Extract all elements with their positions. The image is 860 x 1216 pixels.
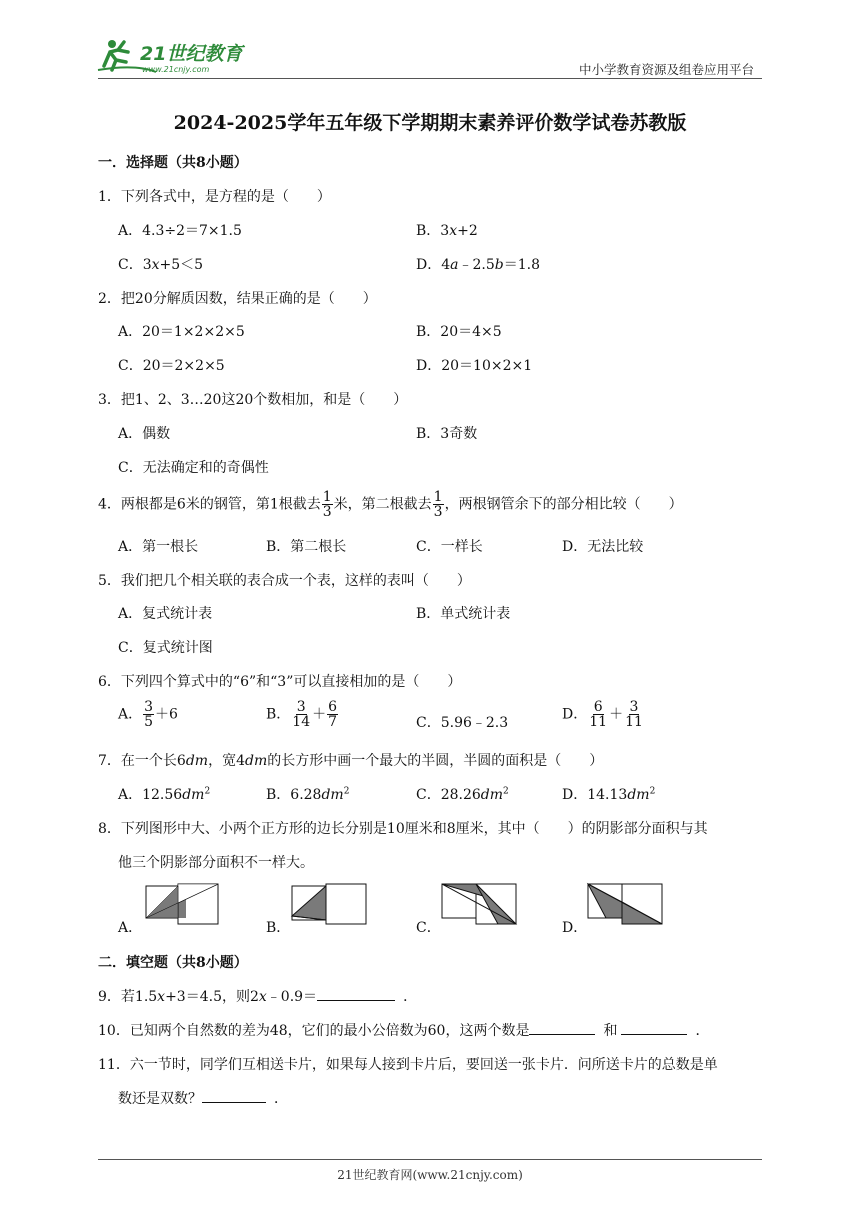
question-6-option-a: A． $\frac{3}{5}$ ＋6 xyxy=(118,699,178,730)
question-8-stem-line1: 8．下列图形中大、小两个正方形的边长分别是10厘米和8厘米，其中（ ）的阴影部分面积与其 xyxy=(98,821,708,837)
question-7-option-b: B．$6.28dm^2$ xyxy=(266,786,350,803)
question-4-option-a: A．第一根长 xyxy=(118,539,199,555)
question-3-option-c: C．无法确定和的奇偶性 xyxy=(118,460,269,476)
question-8-stem-line2: 他三个阴影部分面积不一样大。 xyxy=(118,855,314,871)
question-11-line2: 数还是双数？ ． xyxy=(118,1088,288,1108)
question-5-option-a: A．复式统计表 xyxy=(118,606,213,622)
fraction-one-third: $\frac{1}{3}$ xyxy=(322,489,332,520)
question-1-stem: 1．下列各式中，是方程的是（ ） xyxy=(98,189,331,205)
question-8-option-d-label: D． xyxy=(562,920,588,936)
site-logo xyxy=(96,36,258,76)
section-heading-choice: 一．选择题（共8小题） xyxy=(98,155,248,171)
question-3-option-a: A．偶数 xyxy=(118,426,171,442)
runner-logo-icon xyxy=(96,36,258,76)
question-6-option-d: D． $\frac{6}{11}$ ＋ $\frac{3}{11}$ xyxy=(562,699,643,730)
question-2-option-a: A．20＝1×2×2×5 xyxy=(118,324,245,340)
answer-blank[interactable] xyxy=(621,1020,687,1035)
question-10: 10．已知两个自然数的差为48，它们的最小公倍数为60，这两个数是 和 ． xyxy=(98,1020,709,1040)
question-3-stem: 3．把1、2、3…20这20个数相加，和是（ ） xyxy=(98,392,408,408)
question-6-stem: 6．下列四个算式中的“6”和“3”可以直接相加的是（ ） xyxy=(98,674,462,690)
page-title: 2024-2025学年五年级下学期期末素养评价数学试卷苏教版 xyxy=(173,112,687,134)
question-9: 9．若1.5x+3＝4.5，则2x﹣0.9＝ ． xyxy=(98,986,417,1006)
question-8-option-b-label: B． xyxy=(266,920,291,936)
header-platform-text: 中小学教育资源及组卷应用平台 xyxy=(578,62,754,77)
question-2-option-c: C．20＝2×2×5 xyxy=(118,358,225,374)
section-heading-fill: 二．填空题（共8小题） xyxy=(98,955,248,971)
question-8-option-c-label: C． xyxy=(416,920,441,936)
question-7-option-a: A．$12.56dm^2$ xyxy=(118,786,211,803)
question-11-line1: 11．六一节时，同学们互相送卡片，如果每人接到卡片后，要回送一张卡片．问所送卡片的总数是单 xyxy=(98,1057,718,1073)
question-7-stem: 7．在一个长6dm，宽4dm的长方形中画一个最大的半圆，半圆的面积是（ ） xyxy=(98,753,604,769)
figure-a xyxy=(140,882,220,928)
question-2-option-d: D．20＝10×2×1 xyxy=(416,358,533,374)
question-2-option-b: B．20＝4×5 xyxy=(416,324,502,340)
question-1-option-b: B．3x+2 xyxy=(416,223,478,239)
question-4-stem: 4．两根都是6米的钢管，第1根截去 $\frac{1}{3}$ 米，第二根截去 $\frac{1}{3}$ ，两根钢管余下的部分相比较（ ） xyxy=(98,489,683,520)
answer-blank[interactable] xyxy=(202,1088,266,1103)
question-6-option-b: B． $\frac{3}{14}$ ＋ $\frac{6}{7}$ xyxy=(266,699,338,730)
question-2-stem: 2．把20分解质因数，结果正确的是（ ） xyxy=(98,291,377,307)
footer-divider xyxy=(98,1159,762,1160)
figure-c xyxy=(438,882,518,928)
question-3-option-b: B．3奇数 xyxy=(416,426,478,442)
answer-blank[interactable] xyxy=(529,1020,595,1035)
question-7-option-d: D．$14.13dm^2$ xyxy=(562,786,656,803)
answer-blank[interactable] xyxy=(317,986,395,1001)
figure-d xyxy=(584,882,664,928)
question-1-option-a: A．4.3÷2＝7×1.5 xyxy=(118,223,242,239)
question-1-option-d: D．4a﹣2.5b＝1.8 xyxy=(416,257,540,273)
logo-url: www.21cnjy.com xyxy=(142,65,210,74)
question-4-option-c: C．一样长 xyxy=(416,539,483,555)
question-7-option-c: C．$28.26dm^2$ xyxy=(416,786,509,803)
question-4-option-b: B．第二根长 xyxy=(266,539,347,555)
logo-text: 21世纪教育 xyxy=(140,43,243,65)
question-5-option-b: B．单式统计表 xyxy=(416,606,511,622)
question-8-option-a-label: A． xyxy=(118,920,143,936)
question-6-option-c: C．5.96﹣2.3 xyxy=(416,715,509,731)
footer-text: 21世纪教育网(www.21cnjy.com) xyxy=(337,1168,523,1182)
question-5-option-c: C．复式统计图 xyxy=(118,640,213,656)
figure-b xyxy=(288,882,368,928)
header-divider xyxy=(98,78,762,79)
question-1-option-c: C．3x+5＜5 xyxy=(118,257,204,273)
question-4-option-d: D．无法比较 xyxy=(562,539,644,555)
fraction-one-third: $\frac{1}{3}$ xyxy=(433,489,443,520)
question-5-stem: 5．我们把几个相关联的表合成一个表，这样的表叫（ ） xyxy=(98,573,471,589)
